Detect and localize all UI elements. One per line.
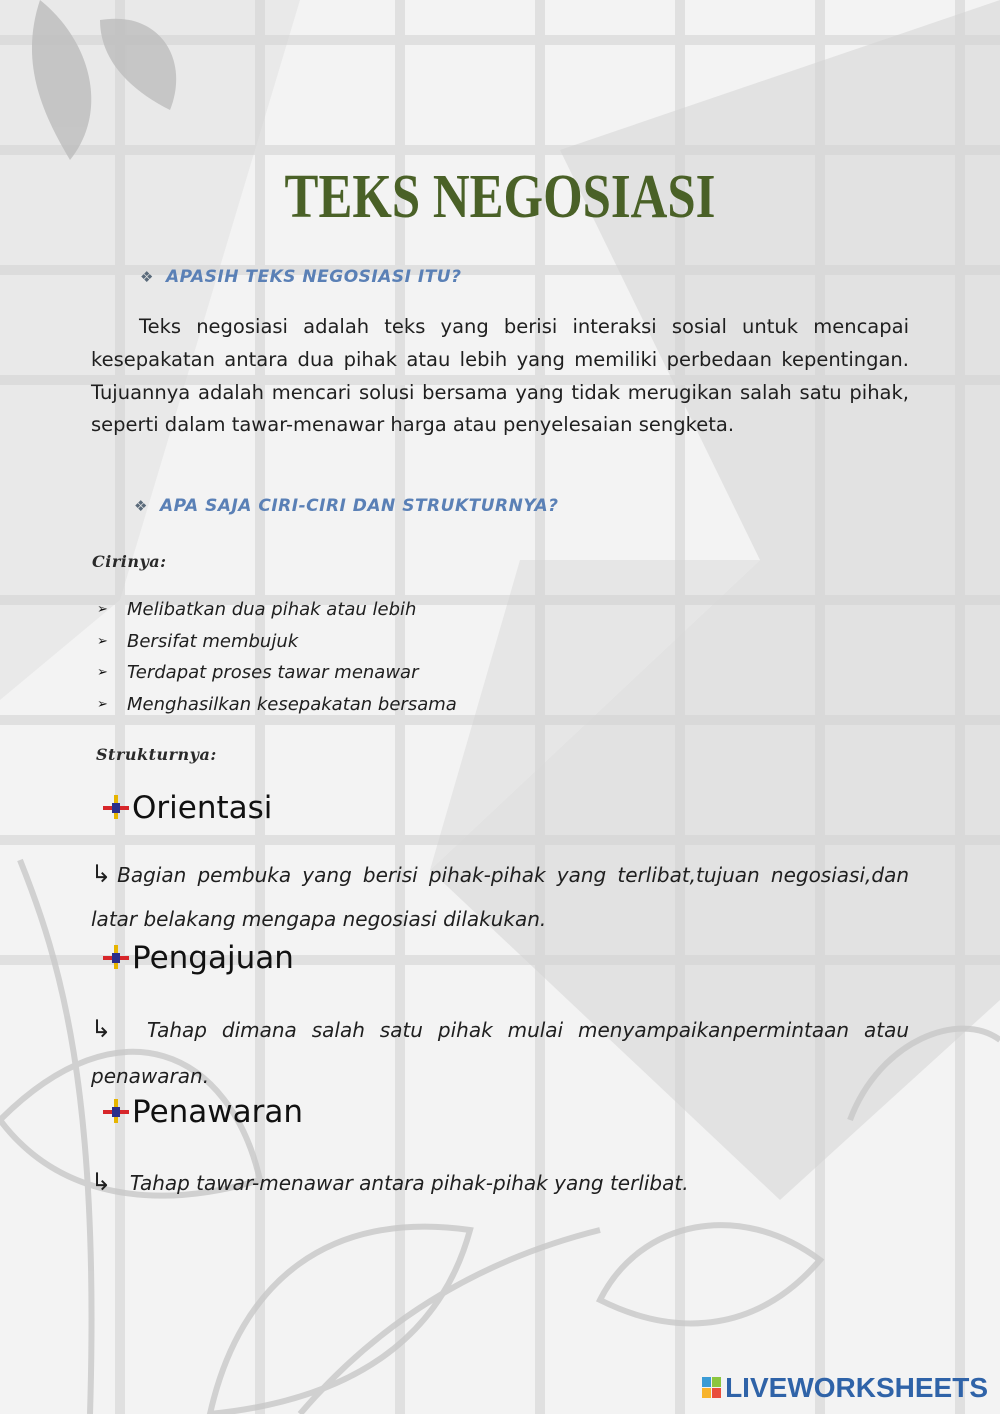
arrow-bullet-icon: ➢ xyxy=(97,602,108,618)
question-text: APA SAJA CIRI-CIRI DAN STRUKTURNYA? xyxy=(159,496,559,516)
liveworksheets-logo-icon xyxy=(702,1377,722,1399)
arrow-bullet-icon: ➢ xyxy=(97,633,108,649)
section-heading-pengajuan xyxy=(100,940,294,976)
section-heading-text: Pengajuan xyxy=(132,940,294,976)
return-arrow-icon: ↳ xyxy=(91,1168,112,1196)
section-description-orientasi xyxy=(91,852,909,941)
section-heading-penawaran xyxy=(100,1094,303,1130)
section-heading-text: Orientasi xyxy=(132,790,273,826)
question-heading-1 xyxy=(140,267,461,287)
question-heading-2 xyxy=(134,496,559,516)
list-item-text: Bersifat membujuk xyxy=(127,630,299,652)
question-text: APASIH TEKS NEGOSIASI ITU? xyxy=(165,267,462,287)
return-arrow-icon: ↳ xyxy=(91,1015,112,1043)
list-item-text: Menghasilkan kesepakatan bersama xyxy=(127,693,457,715)
section-description-text: Tahap tawar-menawar antara pihak-pihak yang terlibat. xyxy=(129,1171,689,1195)
list-item-text: Terdapat proses tawar menawar xyxy=(127,662,419,684)
section-heading-orientasi xyxy=(100,790,272,826)
list-item-text: Melibatkan dua pihak atau lebih xyxy=(127,599,417,621)
section-description-text: Tahap dimana salah satu pihak mulai menyampaikanpermintaan atau penawaran. xyxy=(91,1018,909,1088)
liveworksheets-logo[interactable] xyxy=(702,1372,988,1404)
cross-bullet-icon xyxy=(100,943,130,973)
list-item xyxy=(97,594,457,626)
arrow-bullet-icon: ➢ xyxy=(97,696,108,712)
brand-text: LIVEWORKSHEETS xyxy=(725,1372,988,1403)
ciri-label: Cirinya: xyxy=(92,552,167,571)
section-description-penawaran xyxy=(91,1160,909,1205)
ciri-list xyxy=(97,594,457,720)
list-item xyxy=(97,626,457,658)
diamond-bullet-icon: ❖ xyxy=(134,497,148,515)
section-description-pengajuan xyxy=(91,1006,909,1099)
section-description-text: Bagian pembuka yang berisi pihak-pihak yang terlibat,tujuan negosiasi,dan latar belakang mengapa negosiasi dilakukan. xyxy=(91,863,909,931)
diamond-bullet-icon: ❖ xyxy=(140,268,154,286)
return-arrow-icon: ↳ xyxy=(91,860,112,888)
list-item xyxy=(97,657,457,689)
cross-bullet-icon xyxy=(100,1097,130,1127)
section-heading-text: Penawaran xyxy=(132,1094,304,1130)
cross-bullet-icon xyxy=(100,793,130,823)
page-title: TEKS NEGOSIASI xyxy=(284,163,716,231)
arrow-bullet-icon: ➢ xyxy=(97,665,108,681)
struktur-label: Strukturnya: xyxy=(96,745,217,764)
intro-paragraph: Teks negosiasi adalah teks yang berisi interaksi sosial untuk mencapai kesepakatan antara dua pihak atau lebih yang memiliki perbedaan kepentingan. Tujuannya adalah mencari solusi bersama yang tidak merugikan salah satu pihak, seperti dalam tawar-menawar harga atau penyelesaian sengketa. xyxy=(91,315,909,437)
list-item xyxy=(97,689,457,721)
